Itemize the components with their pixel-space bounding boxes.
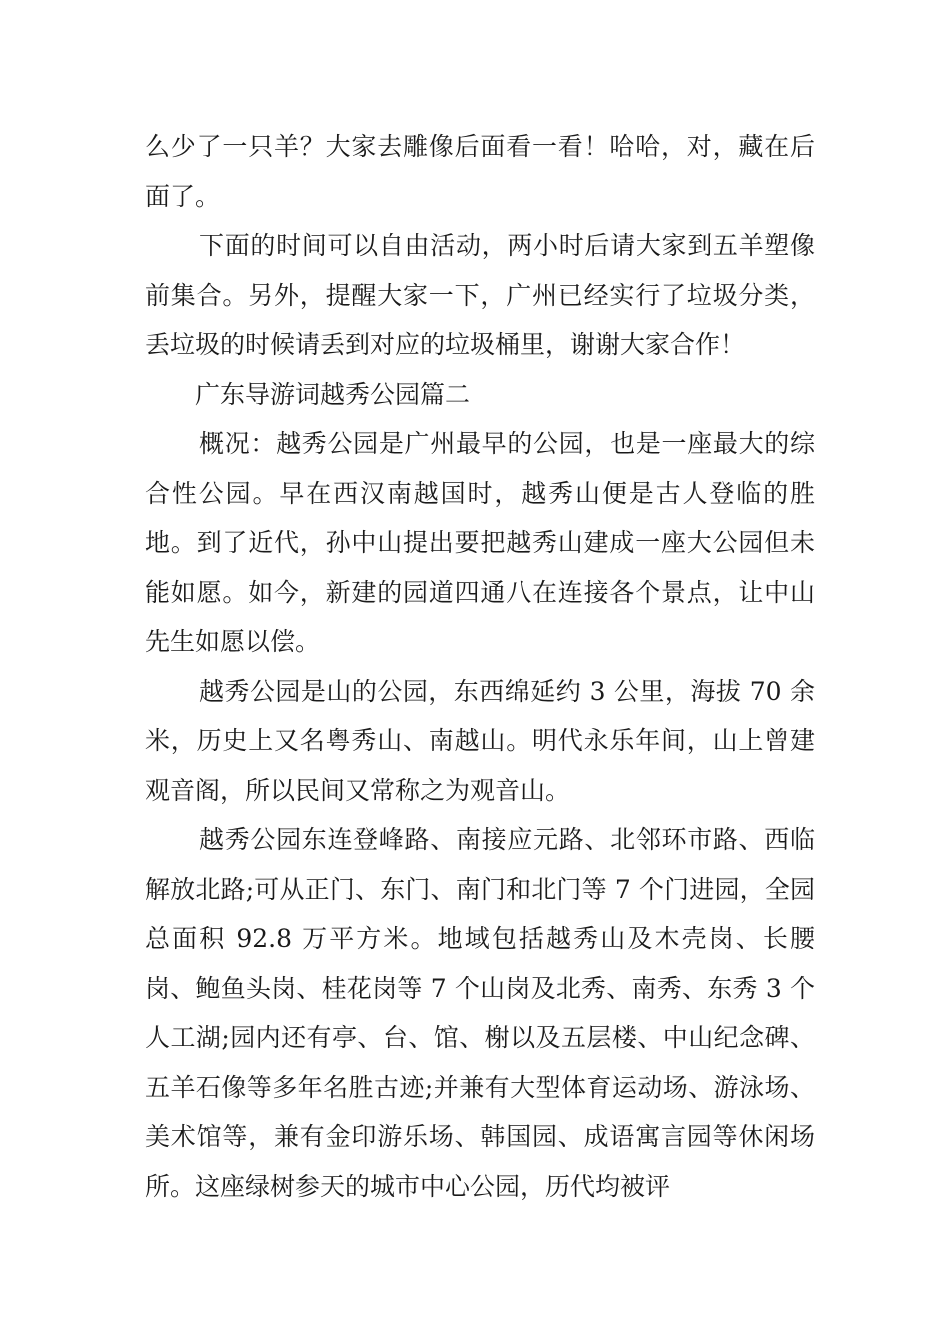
- document-body: [145, 122, 815, 1211]
- paragraph-free-time: 下面的时间可以自由活动，两小时后请大家到五羊塑像前集合。另外，提醒大家一下，广州已经实行了垃圾分类，丢垃圾的时候请丢到对应的垃圾桶里，谢谢大家合作！: [145, 231, 815, 359]
- section-heading: 广东导游词越秀公园篇二: [195, 379, 471, 409]
- paragraph-overview: 概况：越秀公园是广州最早的公园，也是一座最大的综合性公园。早在西汉南越国时，越秀山便是古人登临的胜地。到了近代，孙中山提出要把越秀山建成一座大公园但未能如愿。如今，新建的园道四通八在连接各个景点，让中山先生如愿以偿。: [145, 429, 815, 656]
- paragraph-location: 越秀公园东连登峰路、南接应元路、北邻环市路、西临解放北路;可从正门、东门、南门和北门等 7 个门进园，全园总面积 92.8 万平方米。地域包括越秀山及木壳岗、长腰岗、鲍鱼头岗、桂花岗等 7 个山岗及北秀、南秀、东秀 3 个人工湖;园内还有亭、台、馆、榭以及五层楼、中山纪念碑、五羊石像等多年名胜古迹;并兼有大型体育运动场、游泳场、美术馆等，兼有金印游乐场、韩国园、成语寓言园等休闲场所。这座绿树参天的城市中心公园，历代均被评: [145, 825, 815, 1201]
- paragraph-mountain-park: 越秀公园是山的公园，东西绵延约 3 公里，海拔 70 余米，历史上又名粤秀山、南越山。明代永乐年间，山上曾建观音阁，所以民间又常称之为观音山。: [145, 676, 815, 805]
- paragraph-continuation: 么少了一只羊？大家去雕像后面看一看！哈哈，对，藏在后面了。: [145, 132, 815, 211]
